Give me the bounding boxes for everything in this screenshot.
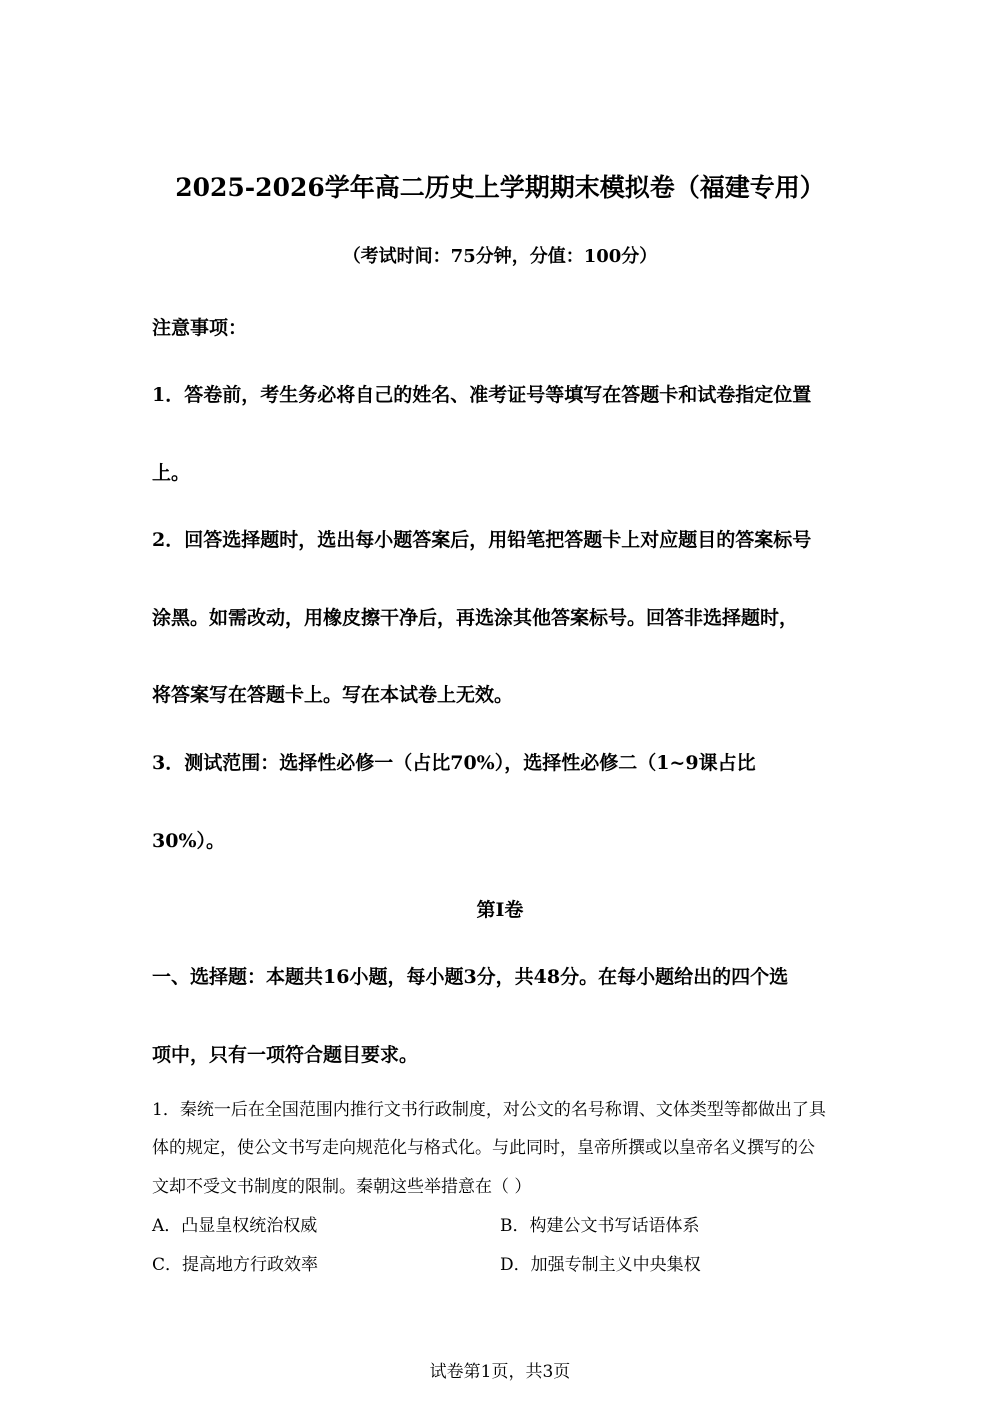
notice-line: 涂黑。如需改动，用橡皮擦干净后，再选涂其他答案标号。回答非选择题时， [152, 607, 799, 629]
page-footer: 试卷第1页，共3页 [429, 1362, 571, 1382]
notice-line: 1．答卷前，考生务必将自己的姓名、准考证号等填写在答题卡和试卷指定位置 [152, 384, 812, 406]
notice-line: 上。 [152, 462, 191, 484]
notice-line: 30%）。 [152, 830, 225, 852]
option-c: C．提高地方行政效率 [152, 1255, 319, 1275]
question-text-line: 体的规定，使公文书写走向规范化与格式化。与此同时，皇帝所撰或以皇帝名义撰写的公 [152, 1138, 815, 1158]
notice-line: 3．测试范围：选择性必修一（占比70%），选择性必修二（1~9课占比 [152, 752, 756, 774]
exam-title: 2025-2026学年高二历史上学期期末模拟卷（福建专用） [175, 173, 825, 202]
option-a: A．凸显皇权统治权威 [152, 1216, 318, 1236]
question-text-line: 文却不受文书制度的限制。秦朝这些举措意在（ ） [152, 1177, 532, 1197]
section-heading-line: 项中，只有一项符合题目要求。 [152, 1044, 419, 1066]
exam-subtitle: （考试时间：75分钟，分值：100分） [342, 246, 658, 267]
option-d: D．加强专制主义中央集权 [500, 1255, 701, 1275]
notice-heading: 注意事项： [152, 317, 248, 339]
question-text-line: 1．秦统一后在全国范围内推行文书行政制度，对公文的名号称谓、文体类型等都做出了具 [152, 1100, 826, 1120]
part-title: 第Ⅰ卷 [476, 899, 524, 921]
section-heading-line: 一、选择题：本题共16小题，每小题3分，共48分。在每小题给出的四个选 [152, 966, 789, 988]
notice-line: 将答案写在答题卡上。写在本试卷上无效。 [152, 684, 514, 706]
notice-line: 2．回答选择题时，选出每小题答案后，用铅笔把答题卡上对应题目的答案标号 [152, 529, 812, 551]
option-b: B．构建公文书写话语体系 [500, 1216, 700, 1236]
